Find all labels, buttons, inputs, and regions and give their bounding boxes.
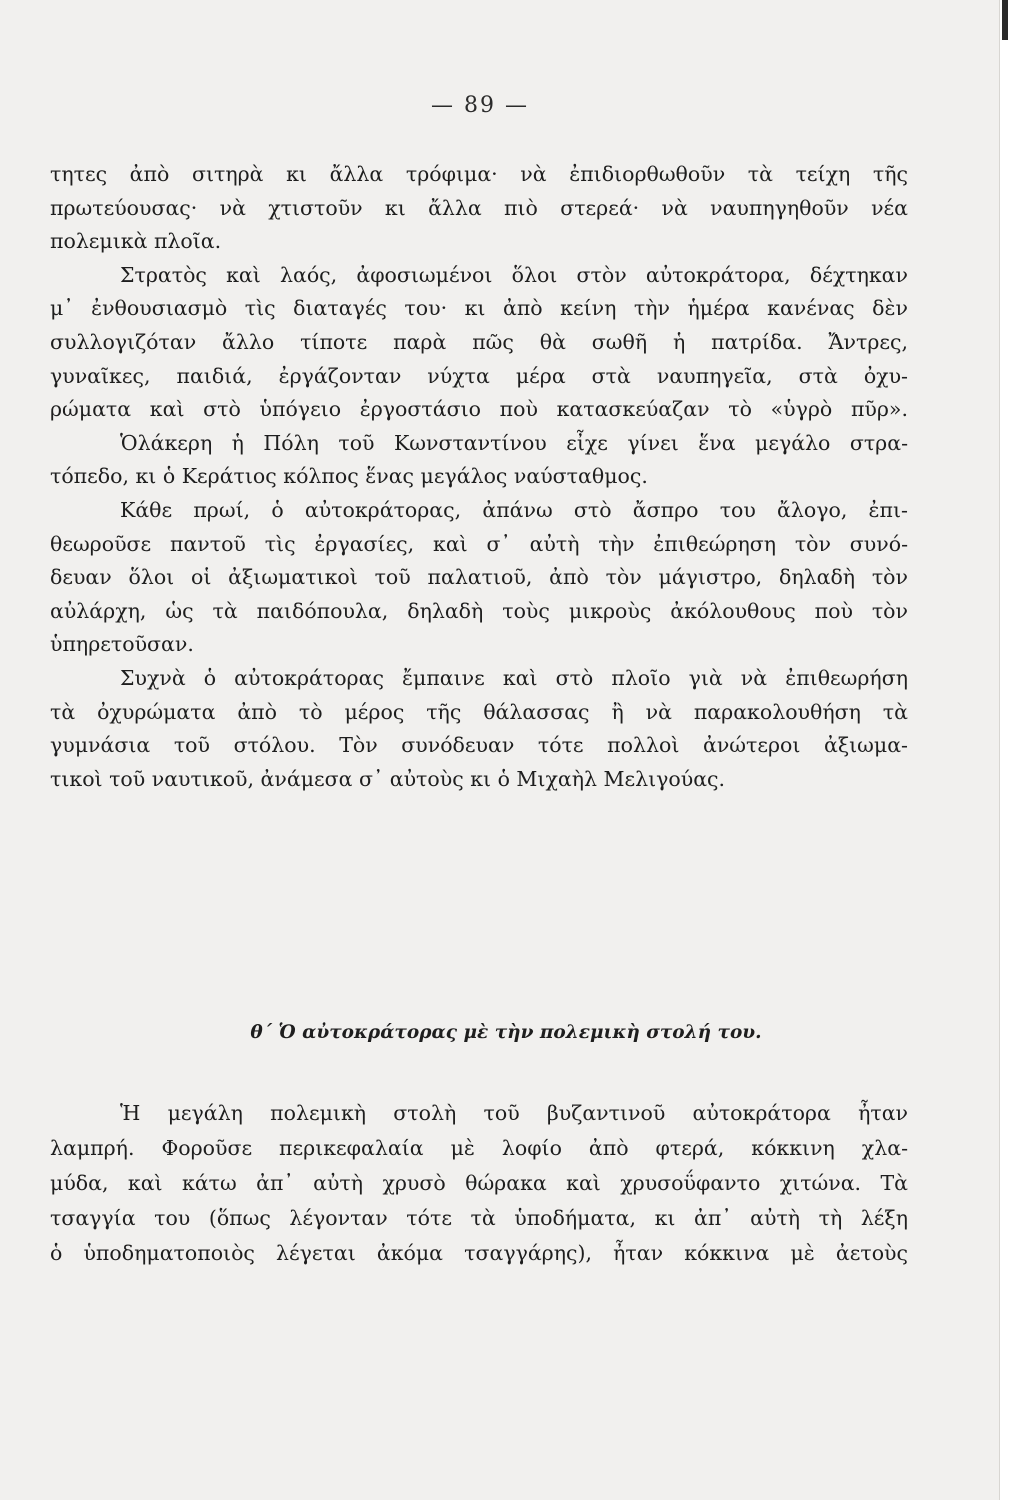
text-line: Κάθε πρωί, ὁ αὐτοκράτορας, ἀπάνω στὸ ἄσπρο του ἄλογο, ἐπι- <box>120 497 908 522</box>
text-line: τικοὶ τοῦ ναυτικοῦ, ἀνάμεσα σ᾿ αὐτοὺς κι ὁ Μιχαὴλ Μελιγούας. <box>50 766 726 791</box>
text-line: τὰ ὀχυρώματα ἀπὸ τὸ μέρος τῆς θάλασσας ἢ νὰ παρακολουθήση τὰ <box>50 699 908 724</box>
page-number: — 89 — <box>431 93 529 118</box>
text-line: γυναῖκες, παιδιά, ἐργάζονταν νύχτα μέρα στὰ ναυπηγεῖα, στὰ ὀχυ- <box>50 363 908 388</box>
text-line: μ᾿ ἐνθουσιασμὸ τὶς διαταγές του· κι ἀπὸ κείνη τὴν ἡμέρα κανένας δὲν <box>50 296 908 321</box>
text-line: πολεμικὰ πλοῖα. <box>50 229 222 254</box>
text-line: ρώματα καὶ στὸ ὑπόγειο ἐργοστάσιο ποὺ κατασκεύαζαν τὸ «ὑγρὸ πῦρ». <box>50 397 908 422</box>
body-text-section-1 <box>50 158 908 796</box>
text-line: δευαν ὅλοι οἱ ἀξιωματικοὶ τοῦ παλατιοῦ, ἀπὸ τὸν μάγιστρο, δηλαδὴ τὸν <box>50 565 908 590</box>
text-line: Ἡ μεγάλη πολεμικὴ στολὴ τοῦ βυζαντινοῦ αὐτοκράτορα ἦταν <box>120 1101 908 1125</box>
text-line: τόπεδο, κι ὁ Κεράτιος κόλπος ἕνας μεγάλος ναύσταθμος. <box>50 464 648 489</box>
text-line: Στρατὸς καὶ λαός, ἀφοσιωμένοι ὅλοι στὸν αὐτοκράτορα, δέχτηκαν <box>120 262 908 287</box>
text-line: τσαγγία του (ὅπως λέγονταν τότε τὰ ὑποδήματα, κι ἀπ᾿ αὐτὴ τὴ λέξη <box>50 1206 908 1230</box>
text-line: ὑπηρετοῦσαν. <box>50 632 194 657</box>
scan-mark <box>1002 0 1008 40</box>
text-line: γυμνάσια τοῦ στόλου. Τὸν συνόδευαν τότε πολλοὶ ἀνώτεροι ἀξιωμα- <box>50 733 908 758</box>
text-line: αὐλάρχη, ὡς τὰ παιδόπουλα, δηλαδὴ τοὺς μικροὺς ἀκόλουθους ποὺ τὸν <box>50 598 908 623</box>
section-heading: θ΄ Ὁ αὐτοκράτορας μὲ τὴν πολεμικὴ στολή του. <box>250 1022 762 1043</box>
text-line: μύδα, καὶ κάτω ἀπ᾿ αὐτὴ χρυσὸ θώρακα καὶ χρυσοΰφαντο χιτώνα. Τὰ <box>50 1171 908 1195</box>
text-line: τητες ἀπὸ σιτηρὰ κι ἄλλα τρόφιμα· νὰ ἐπιδιορθωθοῦν τὰ τείχη τῆς <box>50 162 908 186</box>
text-line: Ὁλάκερη ἡ Πόλη τοῦ Κωνσταντίνου εἶχε γίνει ἕνα μεγάλο στρα- <box>120 430 908 455</box>
page-edge <box>999 0 1012 1500</box>
body-text-section-2 <box>50 1096 908 1271</box>
text-line: συλλογιζόταν ἄλλο τίποτε παρὰ πῶς θὰ σωθῆ ἡ πατρίδα. Ἄντρες, <box>50 329 908 354</box>
text-line: πρωτεύουσας· νὰ χτιστοῦν κι ἄλλα πιὸ στερεά· νὰ ναυπηγηθοῦν νέα <box>50 195 908 220</box>
text-line: θεωροῦσε παντοῦ τὶς ἐργασίες, καὶ σ᾿ αὐτὴ τὴν ἐπιθεώρηση τὸν συνό- <box>50 531 908 556</box>
text-line: Συχνὰ ὁ αὐτοκράτορας ἔμπαινε καὶ στὸ πλοῖο γιὰ νὰ ἐπιθεωρήση <box>120 665 908 690</box>
text-line: ὁ ὑποδηματοποιὸς λέγεται ἀκόμα τσαγγάρης), ἦταν κόκκινα μὲ ἀετοὺς <box>50 1241 908 1265</box>
text-line: λαμπρή. Φοροῦσε περικεφαλαία μὲ λοφίο ἀπὸ φτερά, κόκκινη χλα- <box>50 1136 908 1160</box>
